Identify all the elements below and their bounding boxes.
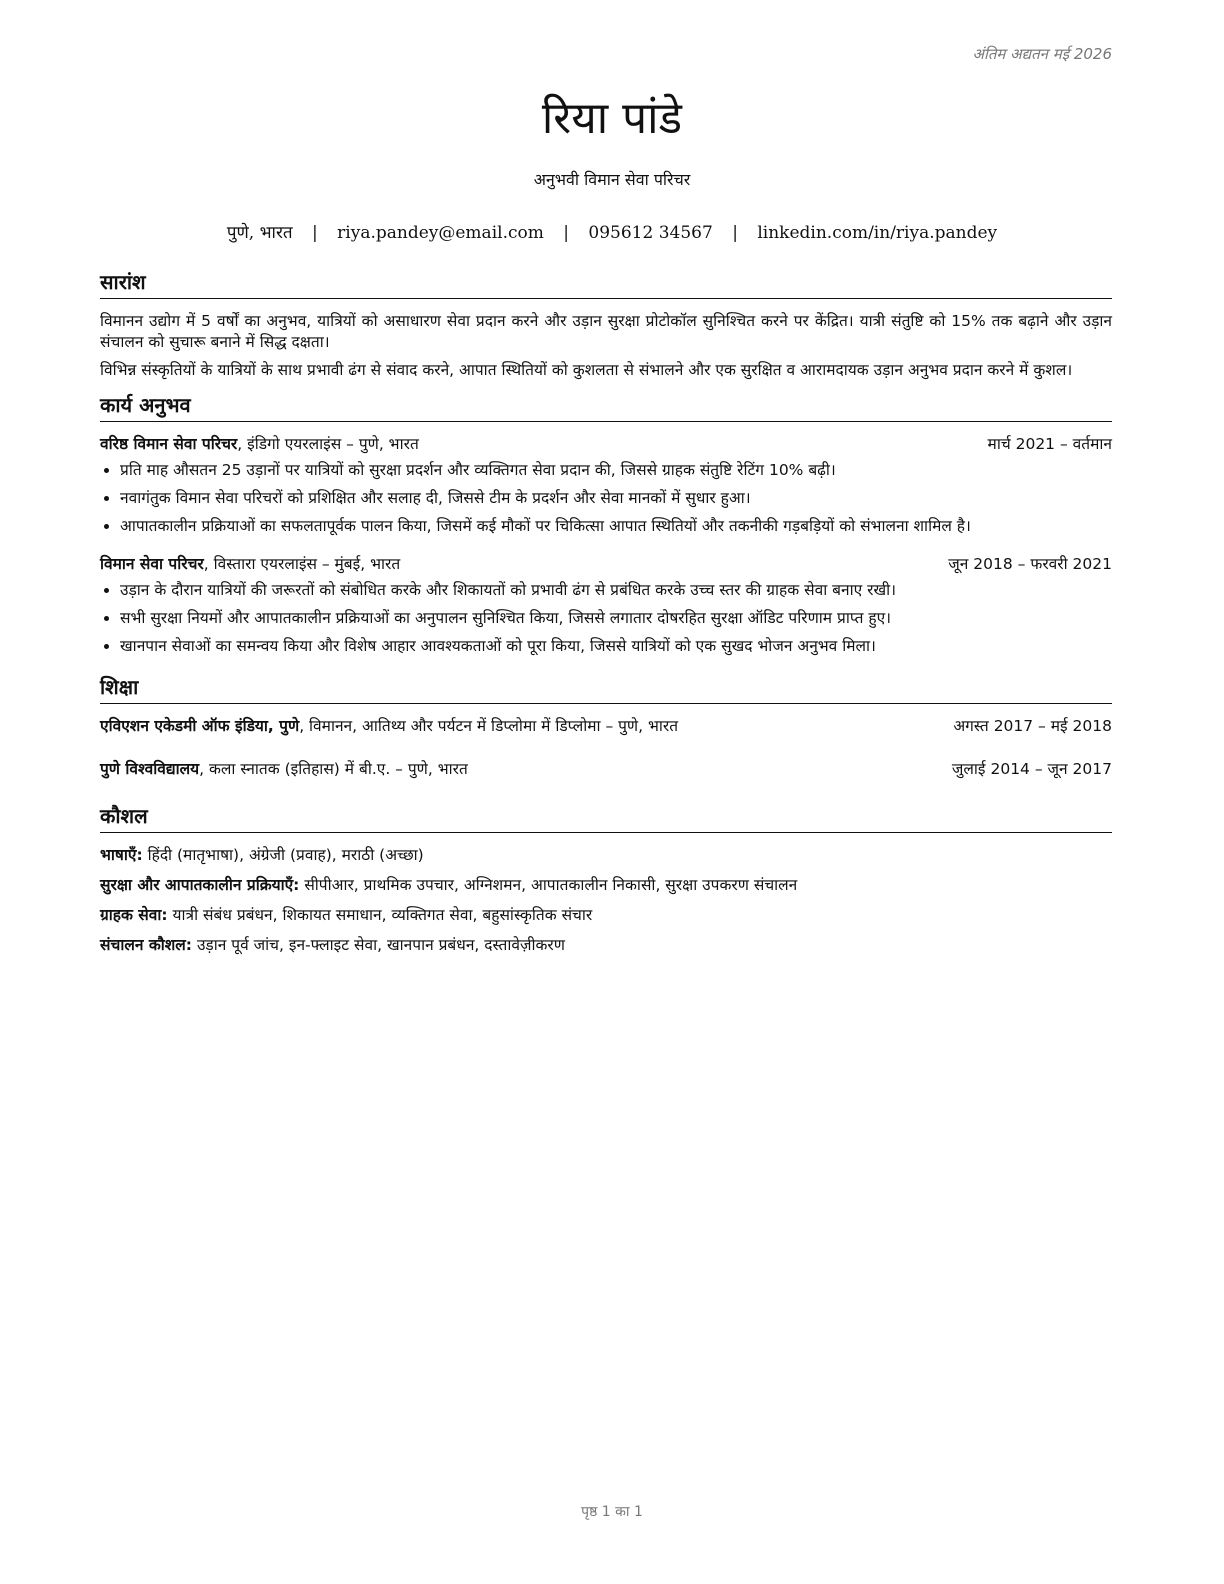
skill-label: सुरक्षा और आपातकालीन प्रक्रियाएँ: — [100, 876, 300, 895]
last-updated: अंतिम अद्यतन मई 2026 — [972, 45, 1112, 63]
job-bullets — [100, 460, 1112, 537]
education-heading — [100, 716, 678, 737]
page-footer: पृष्ठ 1 का 1 — [581, 1504, 643, 1520]
job-bullet: • नवागंतुक विमान सेवा परिचरों को प्रशिक्षित और सलाह दी, जिससे टीम के प्रदर्शन और सेवा मानकों में सुधार हुआ। — [120, 488, 1112, 509]
summary-section — [100, 268, 1112, 381]
contact-phone: 095612 34567 — [588, 223, 713, 243]
job-bullet: • उड़ान के दौरान यात्रियों की जरूरतों को संबोधित करके और शिकायतों को प्रभावी ढंग से प्रबंधित करके उच्च स्तर की ग्राहक सेवा बनाए रखी। — [120, 580, 1112, 601]
job-role: विमान सेवा परिचर — [100, 554, 204, 573]
education-entry — [100, 716, 1112, 737]
contact-location: पुणे, भारत — [226, 223, 293, 243]
job-bullets — [100, 580, 1112, 657]
skill-value: हिंदी (मातृभाषा), अंग्रेजी (प्रवाह), मराठी (अच्छा) — [142, 846, 424, 865]
skill-line — [100, 875, 1112, 896]
summary-paragraph: विभिन्न संस्कृतियों के यात्रियों के साथ प्रभावी ढंग से संवाद करने, आपात स्थितियों को कुशलता से संभालने और एक सुरक्षित व आरामदायक उड़ान अनुभव प्रदान करने में कुशल। — [100, 361, 1073, 380]
job-bullet: • आपातकालीन प्रक्रियाओं का सफलतापूर्वक पालन किया, जिसमें कई मौकों पर चिकित्सा आपात स्थितियों और तकनीकी गड़बड़ियों को संभालना शामिल है। — [120, 516, 1112, 537]
skill-label: भाषाएँ: — [100, 846, 143, 865]
skills-section — [100, 802, 1112, 956]
education-detail: , कला स्नातक (इतिहास) में बी.ए. – पुणे, भारत — [199, 759, 468, 778]
skill-label: ग्राहक सेवा: — [100, 906, 168, 925]
section-title-summary: सारांश — [100, 268, 1112, 299]
section-title-experience: कार्य अनुभव — [100, 391, 1112, 422]
contact-separator: | — [563, 223, 569, 243]
job-entry — [100, 554, 1112, 657]
job-header — [100, 434, 1112, 455]
summary-paragraph: विमानन उद्योग में 5 वर्षों का अनुभव, यात्रियों को असाधारण सेवा प्रदान करने और उड़ान सुरक्षा प्रोटोकॉल सुनिश्चित करने पर केंद्रित। यात्री संतुष्टि को 15% तक बढ़ाने और उड़ान संचालन को सुचारू बनाने में सिद्ध दक्षता। — [100, 312, 1112, 352]
contact-separator: | — [312, 223, 318, 243]
candidate-title: अनुभवी विमान सेवा परिचर — [533, 170, 691, 189]
job-heading — [100, 554, 400, 575]
skill-line — [100, 935, 1112, 956]
job-dates: जून 2018 – फरवरी 2021 — [948, 554, 1112, 573]
job-header — [100, 554, 1112, 575]
education-heading — [100, 759, 468, 780]
skill-line — [100, 845, 1112, 866]
experience-section — [100, 391, 1112, 657]
resume-content — [100, 268, 1112, 965]
education-dates: अगस्त 2017 – मई 2018 — [953, 716, 1112, 735]
education-institution: एविएशन एकेडमी ऑफ इंडिया, पुणे — [100, 716, 300, 735]
skill-value: सीपीआर, प्राथमिक उपचार, अग्निशमन, आपातकालीन निकासी, सुरक्षा उपकरण संचालन — [299, 876, 798, 895]
job-entry — [100, 434, 1112, 537]
skill-label: संचालन कौशल: — [100, 936, 193, 955]
education-dates: जुलाई 2014 – जून 2017 — [951, 759, 1112, 778]
contact-linkedin[interactable]: linkedin.com/in/riya.pandey — [757, 223, 998, 243]
job-dates: मार्च 2021 – वर्तमान — [987, 435, 1112, 454]
contact-line — [0, 220, 1224, 243]
candidate-name: रिया पांडे — [541, 93, 683, 144]
job-bullet: • खानपान सेवाओं का समन्वय किया और विशेष आहार आवश्यकताओं को पूरा किया, जिससे यात्रियों को एक सुखद भोजन अनुभव मिला। — [120, 636, 1112, 657]
job-bullet: • प्रति माह औसतन 25 उड़ानों पर यात्रियों को सुरक्षा प्रदर्शन और व्यक्तिगत सेवा प्रदान की, जिससे ग्राहक संतुष्टि रेटिंग 10% बढ़ी। — [120, 460, 1112, 481]
education-section — [100, 673, 1112, 780]
skill-value: उड़ान पूर्व जांच, इन-फ्लाइट सेवा, खानपान प्रबंधन, दस्तावेज़ीकरण — [192, 936, 565, 955]
skill-value: यात्री संबंध प्रबंधन, शिकायत समाधान, व्यक्तिगत सेवा, बहुसांस्कृतिक संचार — [167, 906, 593, 925]
job-org: , इंडिगो एयरलाइंस – पुणे, भारत — [237, 435, 419, 454]
job-bullet: • सभी सुरक्षा नियमों और आपातकालीन प्रक्रियाओं का अनुपालन सुनिश्चित किया, जिससे लगातार दोषरहित सुरक्षा ऑडिट परिणाम प्राप्त हुए। — [120, 608, 1112, 629]
education-detail: , विमानन, आतिथ्य और पर्यटन में डिप्लोमा में डिप्लोमा – पुणे, भारत — [299, 716, 679, 735]
education-institution: पुणे विश्वविद्यालय — [100, 759, 200, 778]
job-role: वरिष्ठ विमान सेवा परिचर — [100, 435, 238, 454]
section-title-education: शिक्षा — [100, 673, 1112, 704]
contact-email[interactable]: riya.pandey@email.com — [337, 223, 544, 243]
education-entry — [100, 759, 1112, 780]
contact-separator: | — [732, 223, 738, 243]
section-title-skills: कौशल — [100, 802, 1112, 833]
job-org: , विस्तारा एयरलाइंस – मुंबई, भारत — [203, 554, 401, 573]
skill-line — [100, 905, 1112, 926]
job-heading — [100, 434, 419, 455]
